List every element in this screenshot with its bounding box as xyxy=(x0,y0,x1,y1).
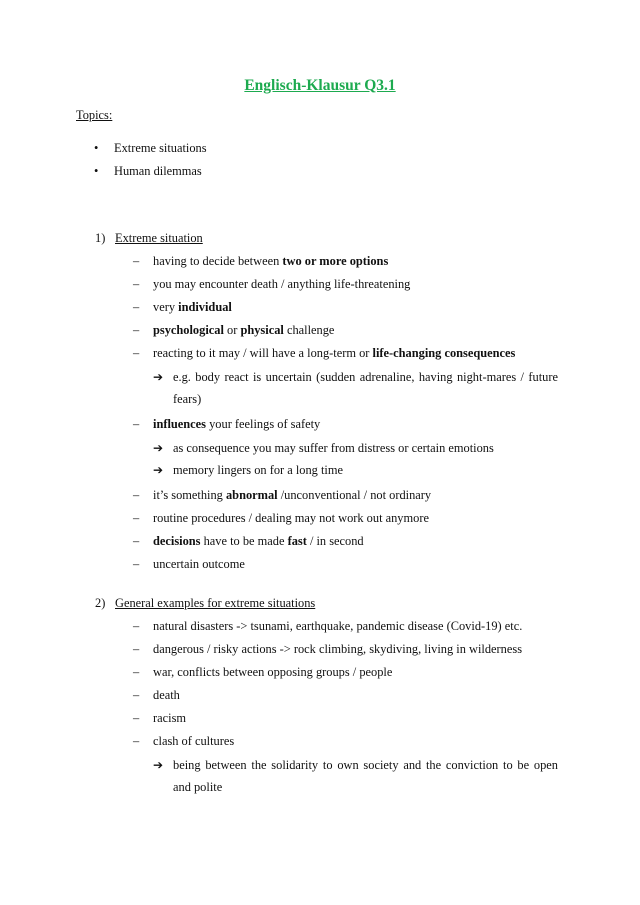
bold-text: psychological xyxy=(153,323,224,337)
sub-list xyxy=(153,437,570,481)
dash-icon: – xyxy=(133,534,140,548)
section-general-examples xyxy=(0,594,640,803)
item-text xyxy=(153,688,180,702)
text-run: very xyxy=(153,300,179,314)
bold-text: individual xyxy=(178,300,232,314)
dash-icon: – xyxy=(133,642,140,656)
document-title: Englisch-Klausur Q3.1 xyxy=(244,77,396,94)
list-item xyxy=(0,732,640,803)
item-text xyxy=(153,534,364,548)
text-run: death xyxy=(153,688,180,702)
dash-icon: – xyxy=(133,417,140,431)
list-item xyxy=(0,663,640,686)
text-run: natural disasters -> tsunami, earthquake, pandemic disease (Covid-19) etc. xyxy=(153,619,523,633)
item-text xyxy=(153,254,388,268)
item-text xyxy=(153,346,515,360)
dash-icon: – xyxy=(133,300,140,314)
item-text xyxy=(153,417,320,431)
section-number: 1) xyxy=(95,231,106,245)
list-item xyxy=(0,555,640,578)
text-run: clash of cultures xyxy=(153,734,235,748)
list-item xyxy=(0,617,640,640)
dash-icon: – xyxy=(133,711,140,725)
text-run: reacting to it may / will have a long-term or xyxy=(153,346,373,360)
item-text xyxy=(153,300,232,314)
text-run: war, conflicts between opposing groups / people xyxy=(153,665,393,679)
sub-item xyxy=(153,459,558,481)
arrow-right-icon: ➔ xyxy=(153,463,164,477)
dash-icon: – xyxy=(133,323,140,337)
dash-icon: – xyxy=(133,346,140,360)
list-item xyxy=(0,532,640,555)
item-text xyxy=(153,665,392,679)
item-list xyxy=(0,252,640,578)
dash-icon: – xyxy=(133,665,140,679)
bold-text: fast xyxy=(287,534,307,548)
item-text xyxy=(153,619,522,633)
topic-item xyxy=(0,139,207,162)
topic-text: Extreme situations xyxy=(114,141,207,155)
item-text xyxy=(153,323,334,337)
item-text xyxy=(153,557,245,571)
dash-icon: – xyxy=(133,254,140,268)
list-item xyxy=(0,321,640,344)
section-extreme-situation xyxy=(0,229,640,578)
bullet-icon: • xyxy=(94,164,99,178)
list-item xyxy=(0,415,640,486)
dash-icon: – xyxy=(133,488,140,502)
text-run: / in second xyxy=(306,534,364,548)
bold-text: influences xyxy=(153,417,207,431)
dash-icon: – xyxy=(133,734,140,748)
section-number: 2) xyxy=(95,596,106,610)
dash-icon: – xyxy=(133,511,140,525)
bold-text: abnormal xyxy=(225,488,278,502)
item-text xyxy=(153,488,431,502)
sub-item xyxy=(153,366,558,410)
bold-text: two or more options xyxy=(282,254,389,268)
dash-icon: – xyxy=(133,619,140,633)
item-text xyxy=(153,711,186,725)
item-text xyxy=(153,511,429,525)
bullet-icon: • xyxy=(94,141,99,155)
sub-item-text: as consequence you may suffer from distress or certain emotions xyxy=(173,441,494,455)
section-title: Extreme situation xyxy=(115,231,203,245)
topics-label: Topics: xyxy=(76,108,113,122)
text-run: or xyxy=(223,323,241,337)
text-run: you may encounter death / anything life-threatening xyxy=(153,277,411,291)
text-run: routine procedures / dealing may not work out anymore xyxy=(153,511,429,525)
dash-icon: – xyxy=(133,277,140,291)
list-item xyxy=(0,486,640,509)
sub-item xyxy=(153,754,558,798)
arrow-right-icon: ➔ xyxy=(153,758,164,772)
list-item xyxy=(0,275,640,298)
sub-item-text: being between the solidarity to own society and the conviction to be open and polite xyxy=(173,758,558,794)
section-heading xyxy=(0,229,640,252)
list-item xyxy=(0,298,640,321)
topics-list xyxy=(0,139,207,185)
arrow-right-icon: ➔ xyxy=(153,441,164,455)
sub-list xyxy=(153,366,570,410)
list-item xyxy=(0,252,640,275)
text-run: have to be made xyxy=(200,534,288,548)
bold-text: physical xyxy=(240,323,284,337)
text-run: /unconventional / not ordinary xyxy=(277,488,432,502)
text-run: having to decide between xyxy=(153,254,283,268)
list-item xyxy=(0,509,640,532)
arrow-right-icon: ➔ xyxy=(153,370,164,384)
sub-item-text: memory lingers on for a long time xyxy=(173,463,343,477)
item-text xyxy=(153,642,522,656)
text-run: it’s something xyxy=(153,488,226,502)
dash-icon: – xyxy=(133,557,140,571)
sub-item xyxy=(153,437,558,459)
text-run: dangerous / risky actions -> rock climbing, skydiving, living in wilderness xyxy=(153,642,523,656)
list-item xyxy=(0,686,640,709)
text-run: challenge xyxy=(283,323,335,337)
bold-text: decisions xyxy=(153,534,201,548)
sub-item-text: e.g. body react is uncertain (sudden adrenaline, having night-mares / future fears) xyxy=(173,370,558,406)
section-title: General examples for extreme situations xyxy=(115,596,316,610)
dash-icon: – xyxy=(133,688,140,702)
topic-text: Human dilemmas xyxy=(114,164,202,178)
section-heading xyxy=(0,594,640,617)
bold-text: life-changing consequences xyxy=(372,346,516,360)
text-run: your feelings of safety xyxy=(206,417,321,431)
item-list xyxy=(0,617,640,803)
sub-list xyxy=(153,754,570,798)
text-run: racism xyxy=(153,711,187,725)
topic-item xyxy=(0,162,207,185)
list-item xyxy=(0,640,640,663)
text-run: uncertain outcome xyxy=(153,557,245,571)
list-item xyxy=(0,709,640,732)
item-text xyxy=(153,277,410,291)
list-item xyxy=(0,344,640,415)
item-text xyxy=(153,734,234,748)
